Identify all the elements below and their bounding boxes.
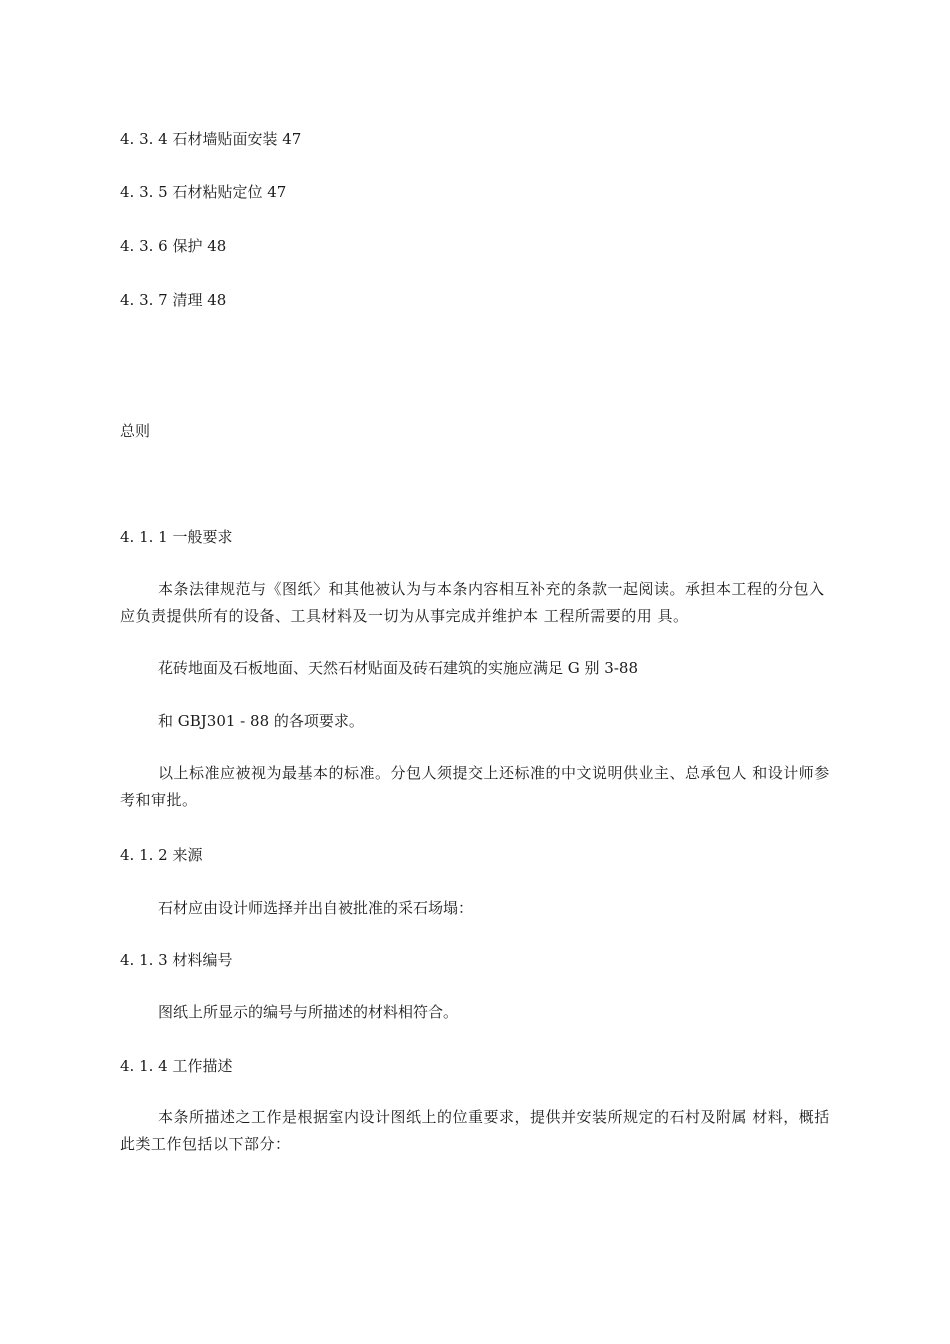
heading-4-1-2: 4. 1. 2 来源	[120, 846, 203, 864]
heading-4-1-4: 4. 1. 4 工作描述	[120, 1057, 233, 1075]
paragraph-work-description: 本条所描述之工作是根据室内设计图纸上的位重要求，提供并安装所规定的石村及附属 材料，概括此类工作包括以下部分：	[120, 1108, 830, 1153]
toc-item-437: 4. 3. 7 清理 48	[120, 291, 227, 309]
toc-item-434: 4. 3. 4 石材墙贴面安装 47	[120, 130, 302, 148]
paragraph-source: 石材应由设计师选择并出自被批准的采石场塌：	[158, 899, 474, 917]
paragraph-standards-line2: 和 GBJ301 - 88 的各项要求。	[158, 712, 364, 730]
toc-item-436: 4. 3. 6 保护 48	[120, 237, 227, 255]
heading-4-1-1: 4. 1. 1 一般要求	[120, 528, 233, 546]
paragraph-standards-line1: 花砖地面及石板地面、天然石材贴面及砖石建筑的实施应满足 G 别 3-88	[158, 659, 638, 677]
toc-item-435: 4. 3. 5 石材粘贴定位 47	[120, 183, 287, 201]
paragraph-general-requirements: 本条法律规范与《图纸〉和其他被认为与本条内容相互补充的条款一起阅读。承担本工程的分包入应负责提供所有的设备、工具材料及一切为从事完成并维护本 工程所需要的用 具。	[120, 580, 825, 625]
paragraph-standards-review: 以上标准应被视为最基本的标准。分包人须提交上还标准的中文说明供业主、总承包人 和设计师参考和审批。	[120, 764, 830, 809]
section-title: 总则	[120, 422, 151, 440]
paragraph-material-numbering: 图纸上所显示的编号与所描述的材料相符合。	[158, 1003, 459, 1021]
heading-4-1-3: 4. 1. 3 材料编号	[120, 951, 233, 969]
